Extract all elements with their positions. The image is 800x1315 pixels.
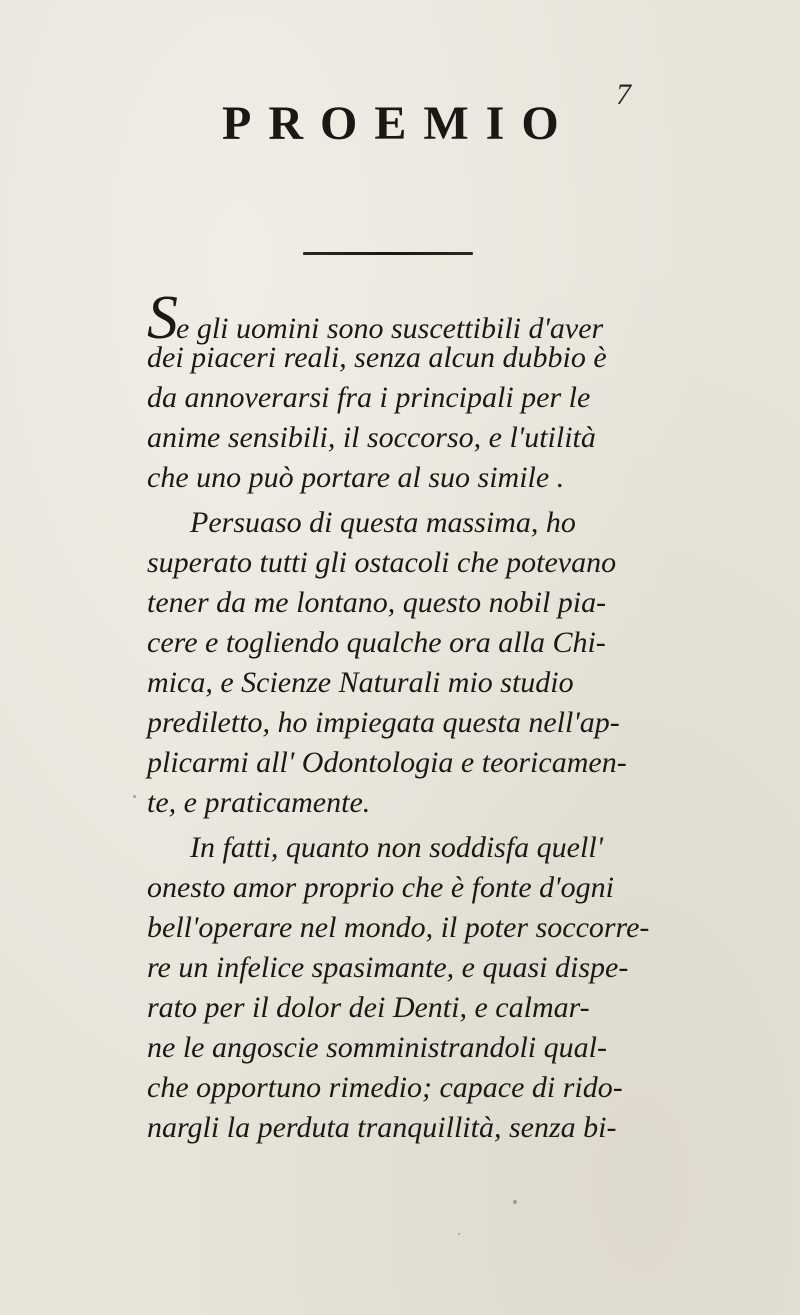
page-number: 7	[616, 78, 631, 111]
text-line-13: te, e praticamente.	[147, 786, 371, 819]
text-line-15: onesto amor proprio che è fonte d'ogni	[147, 871, 614, 904]
text-line-2: dei piaceri reali, senza alcun dubbio è	[147, 341, 607, 374]
text-line-4: anime sensibili, il soccorso, e l'utilità	[147, 421, 596, 454]
text-line-17: re un infelice spasimante, e quasi dispe-	[147, 951, 629, 984]
text-line-7: superato tutti gli ostacoli che potevano	[147, 546, 617, 579]
page-title: PROEMIO	[222, 97, 576, 150]
text-line-12: plicarmi all' Odontologia e teoricamen-	[147, 746, 627, 779]
text-line-9: cere e togliendo qualche ora alla Chi-	[147, 626, 606, 659]
text-line-21: nargli la perduta tranquillità, senza bi-	[147, 1111, 617, 1144]
text-line-6: Persuaso di questa massima, ho	[190, 506, 576, 539]
paper-speck	[458, 1233, 460, 1235]
text-line-14: In fatti, quanto non soddisfa quell'	[190, 831, 604, 864]
text-line-11: prediletto, ho impiegata questa nell'ap-	[147, 706, 620, 739]
text-line-8: tener da me lontano, questo nobil pia-	[147, 586, 607, 619]
text-line-19: ne le angoscie somministrandoli qual-	[147, 1031, 607, 1064]
text-line-10: mica, e Scienze Naturali mio studio	[147, 666, 574, 699]
paper-speck	[133, 795, 136, 798]
text-line-5: che uno può portare al suo simile .	[147, 461, 565, 494]
text-line-20: che opportuno rimedio; capace di rido-	[147, 1071, 623, 1104]
title-rule	[303, 252, 473, 255]
paper-speck	[513, 1200, 517, 1204]
text-line-3: da annoverarsi fra i principali per le	[147, 381, 591, 414]
text-line-16: bell'operare nel mondo, il poter soccorre-	[147, 911, 650, 944]
text-line-18: rato per il dolor dei Denti, e calmar-	[147, 991, 590, 1024]
drop-cap: S	[147, 284, 178, 352]
text-line-1: Se gli uomini sono suscettibili d'aver	[147, 284, 604, 352]
